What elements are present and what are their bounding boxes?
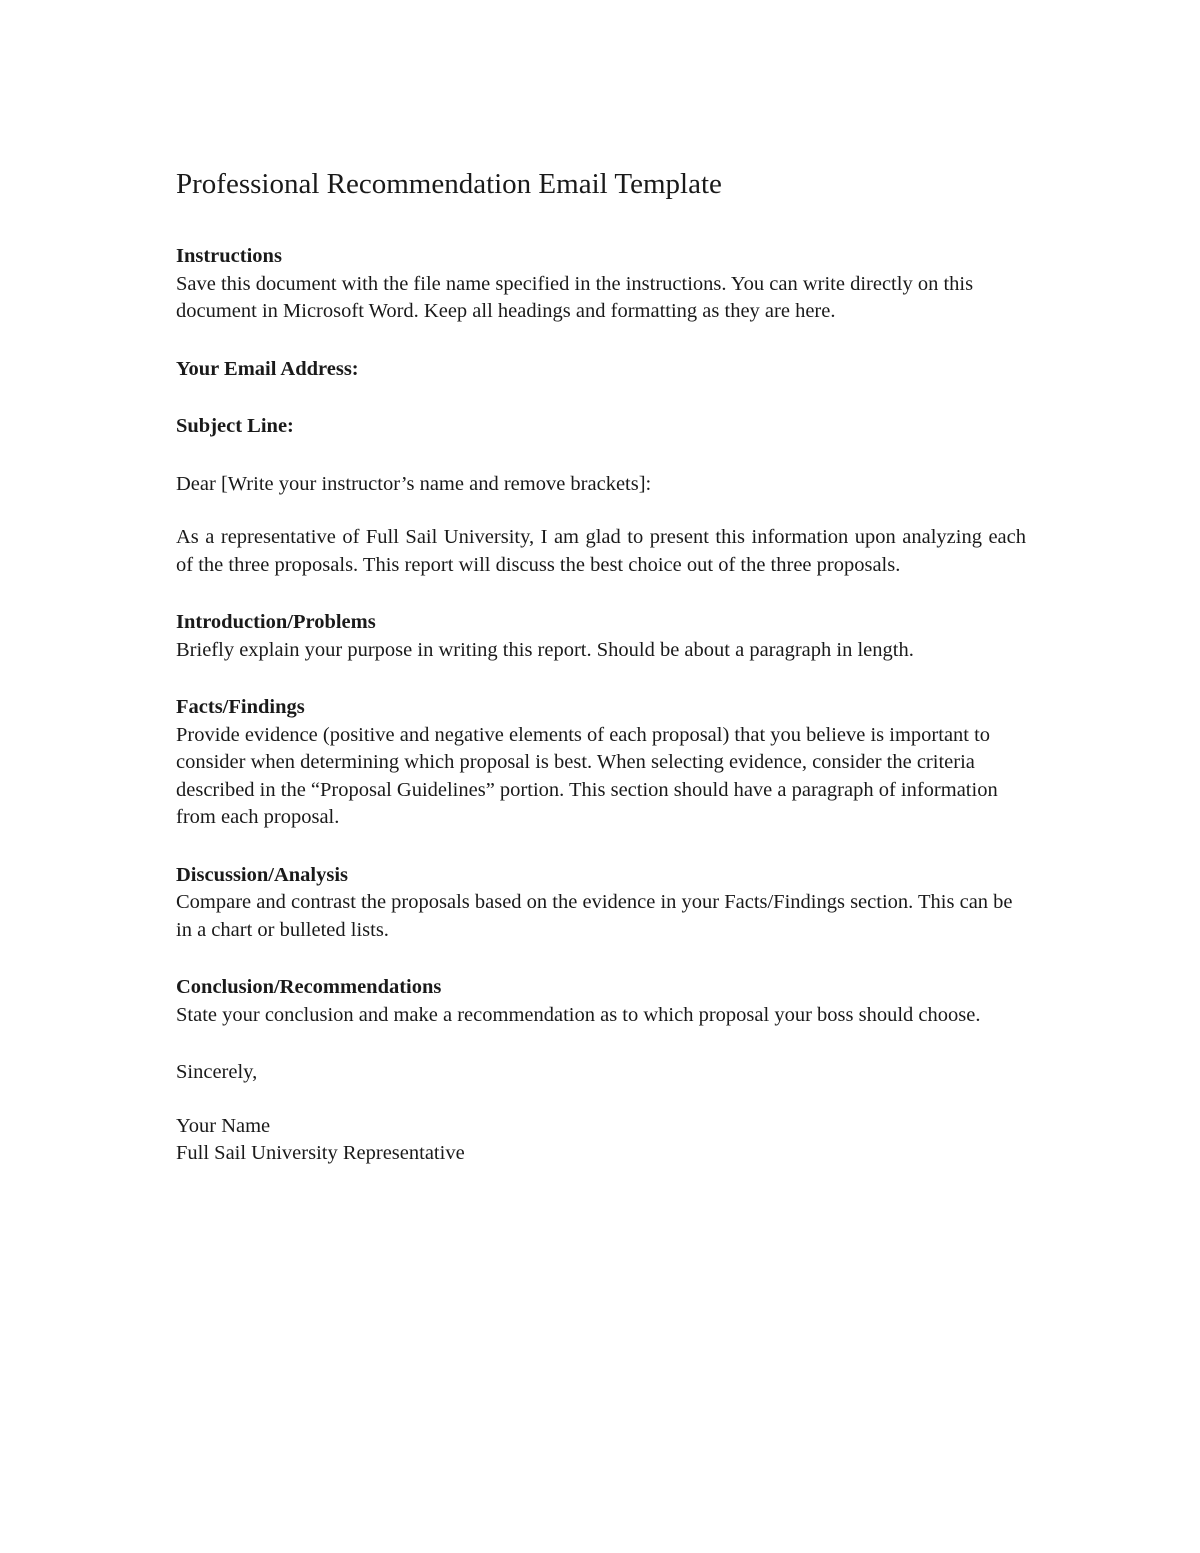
signature-name: Your Name	[176, 1114, 271, 1137]
section-text: State your conclusion and make a recommendation as to which proposal your boss should choose.	[176, 1003, 981, 1026]
signature-block	[176, 1113, 1026, 1168]
section-heading: Discussion/Analysis	[176, 863, 349, 886]
instructions-text: Save this document with the file name specified in the instructions. You can write directly on this document in Microsoft Word. Keep all headings and formatting as they are here.	[176, 272, 974, 322]
analysis-section	[176, 862, 1026, 945]
document-title: Professional Recommendation Email Template	[176, 168, 722, 200]
closing: Sincerely,	[176, 1061, 258, 1083]
section-heading: Conclusion/Recommendations	[176, 976, 442, 998]
signature-title: Full Sail University Representative	[176, 1142, 465, 1164]
section-heading: Facts/Findings	[176, 696, 305, 718]
opening-paragraph: As a representative of Full Sail University, I am glad to present this information upon analyzing each of the three proposals. This report will discuss the best choice out of the three proposals.	[176, 526, 1026, 576]
instructions-heading: Instructions	[176, 245, 282, 267]
section-text: Briefly explain your purpose in writing this report. Should be about a paragraph in length.	[176, 638, 914, 661]
salutation: Dear [Write your instructor’s name and remove brackets]:	[176, 472, 652, 495]
instructions-section	[176, 243, 1026, 326]
section-text: Compare and contrast the proposals based on the evidence in your Facts/Findings section. This can be in a chart or bulleted lists.	[176, 891, 1013, 941]
email-address-label: Your Email Address:	[176, 357, 359, 380]
introduction-section	[176, 609, 1026, 664]
subject-line-label: Subject Line:	[176, 415, 294, 437]
conclusion-section	[176, 974, 1026, 1029]
section-text: Provide evidence (positive and negative elements of each proposal) that you believe is important to consider when determining which proposal is best. When selecting evidence, consider the criteria described in the “Proposal Guidelines” portion. This section should have a paragraph of information from each proposal.	[176, 723, 998, 828]
section-heading: Introduction/Problems	[176, 611, 376, 633]
document-body	[176, 166, 1026, 1198]
findings-section	[176, 694, 1026, 832]
